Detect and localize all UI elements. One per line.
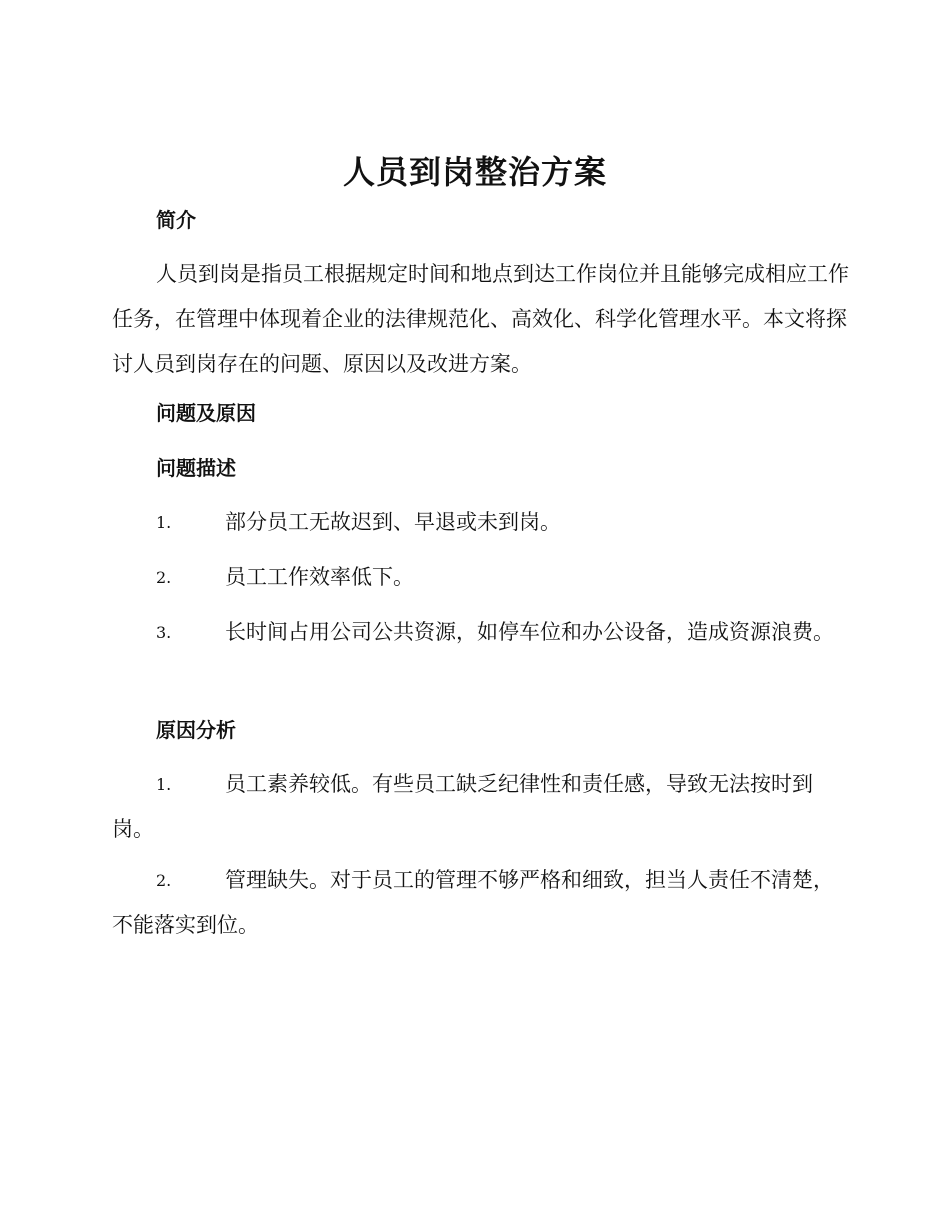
cause-item-1 (112, 762, 852, 852)
list-item-text: 长时间占用公司公共资源，如停车位和办公设备，造成资源浪费。 (225, 620, 834, 644)
list-item-text: 管理缺失。对于员工的管理不够严格和细致，担当人责任不清楚，不能落实到位。 (112, 868, 834, 937)
list-number: 2. (156, 568, 172, 587)
problems-heading: 问题及原因 (156, 401, 256, 425)
list-number: 3. (156, 623, 172, 642)
intro-paragraph: 人员到岗是指员工根据规定时间和地点到达工作岗位并且能够完成相应工作任务，在管理中体现着企业的法律规范化、高效化、科学化管理水平。本文将探讨人员到岗存在的问题、原因以及改进方案。 (112, 262, 849, 376)
list-number: 1. (156, 775, 172, 794)
problem-description-heading: 问题描述 (156, 456, 236, 480)
list-item-text: 员工素养较低。有些员工缺乏纪律性和责任感，导致无法按时到岗。 (112, 772, 813, 841)
list-number: 2. (156, 871, 172, 890)
problem-item-3 (112, 610, 852, 655)
cause-analysis-heading: 原因分析 (156, 718, 236, 742)
document-title: 人员到岗整治方案 (342, 153, 607, 191)
problem-item-1 (112, 500, 852, 545)
list-item-text: 员工工作效率低下。 (225, 565, 414, 589)
problem-item-2 (112, 555, 852, 600)
intro-heading: 简介 (156, 208, 196, 232)
cause-item-2 (112, 858, 852, 948)
list-item-text: 部分员工无故迟到、早退或未到岗。 (225, 510, 561, 534)
list-number: 1. (156, 513, 172, 532)
